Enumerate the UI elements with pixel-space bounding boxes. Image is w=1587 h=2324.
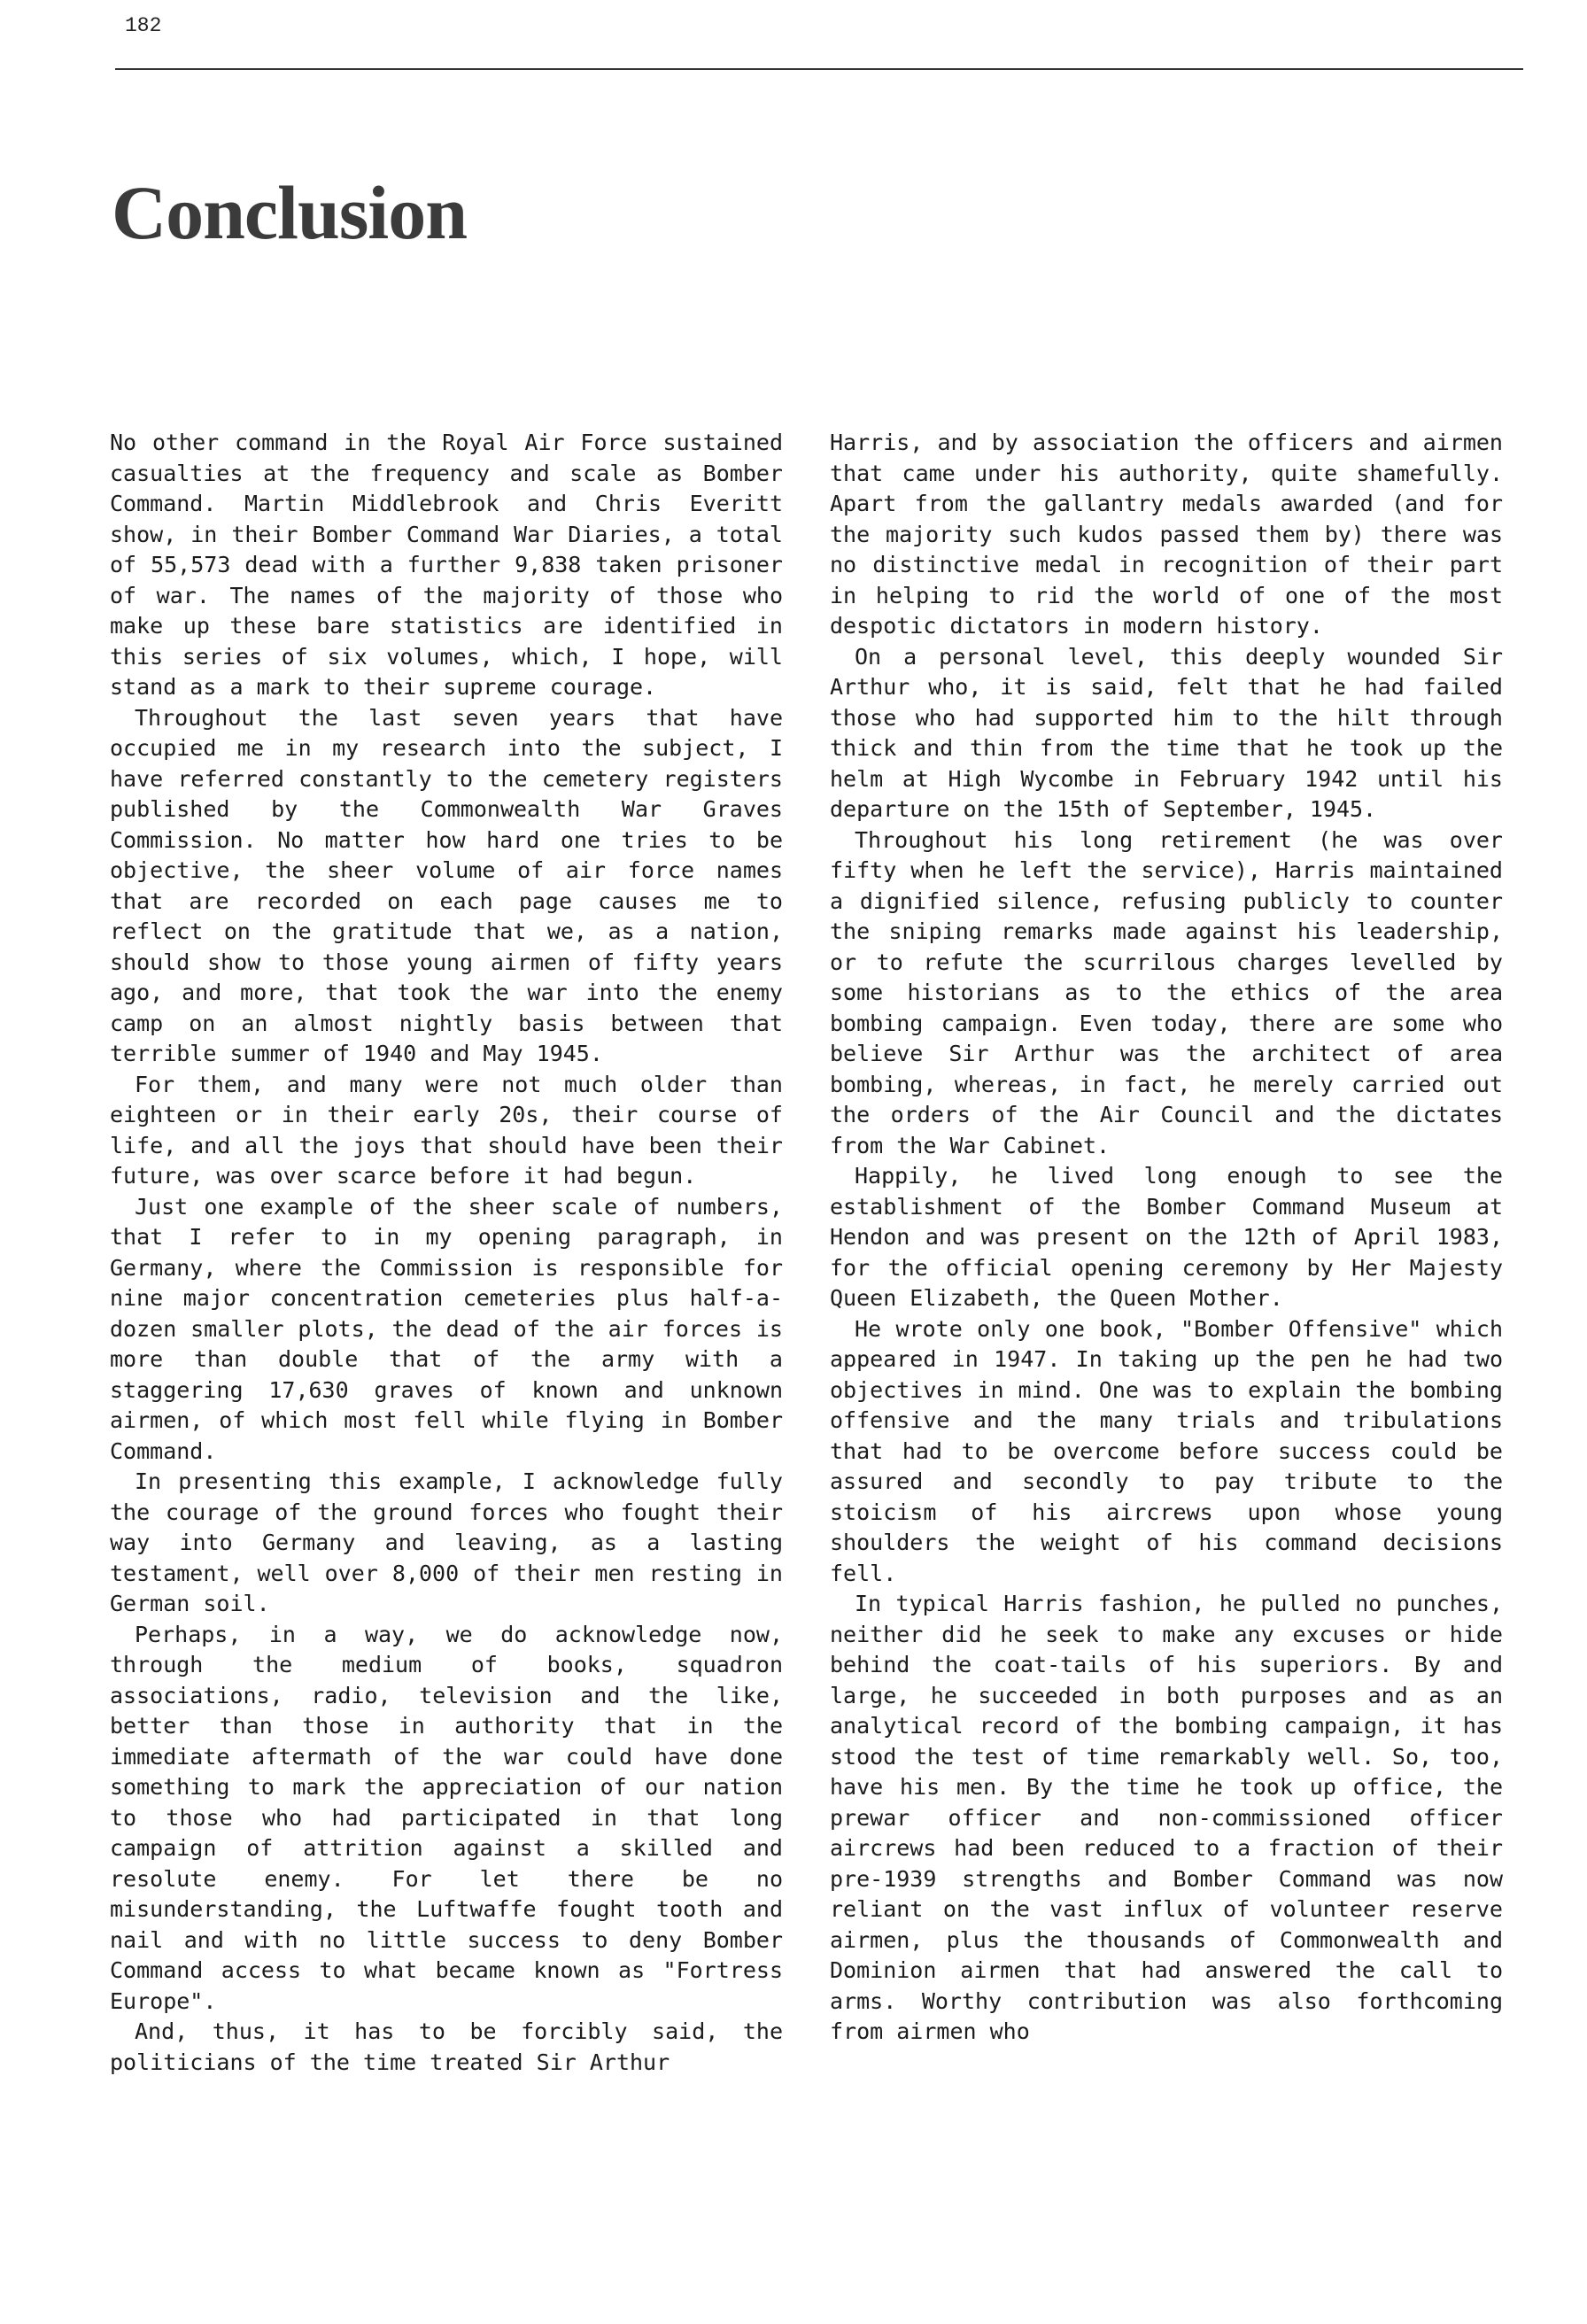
paragraph: Perhaps, in a way, we do acknowledge now, through the medium of books, squadron associations, radio, television and the like, better than those in authority that in the immediate aftermath of the war could have done something to mark the appreciation of our nation to those who had participated in that long campaign of attrition against a skilled and resolute enemy. For let there be no misunderstanding, the Luftwaffe fought tooth and nail and with no little success to deny Bomber Command access to what became known as "Fortress Europe". [110,1621,783,2014]
header-rule [115,68,1523,70]
right-column [830,428,1503,2048]
paragraph: He wrote only one book, "Bomber Offensive" which appeared in 1947. In taking up the pen he had two objectives in mind. One was to explain the bombing offensive and the many trials and tribulations that had to be overcome before success could be assured and secondly to pay tribute to the stoicism of his aircrews upon whose young shoulders the weight of his command decisions fell. [830,1315,1503,1586]
paragraph: For them, and many were not much older than eighteen or in their early 20s, their course of life, and all the joys that should have been their future, was over scarce before it had begun. [110,1071,783,1189]
left-column [110,428,783,2078]
paragraph: Happily, he lived long enough to see the establishment of the Bomber Command Museum at Hendon and was present on the 12th of April 1983, for the official opening ceremony by Her Majesty Queen Elizabeth, the Queen Mother. [830,1163,1503,1311]
paragraph: Harris, and by association the officers and airmen that came under his authority, quite shamefully. Apart from the gallantry medals awarded (and for the majority such kudos passed them by) there was no distinctive medal in recognition of their part in helping to rid the world of one of the most despotic dictators in modern history. [830,430,1503,639]
page-number: 182 [125,14,162,37]
paragraph: Throughout the last seven years that have occupied me in my research into the subject, I have referred constantly to the cemetery registers published by the Commonwealth War Graves Commission. No matter how hard one tries to be objective, the sheer volume of air force names that are recorded on each page causes me to reflect on the gratitude that we, as a nation, should show to those young airmen of fifty years ago, and more, that took the war into the enemy camp on an almost nightly basis between that terrible summer of 1940 and May 1945. [110,704,783,1066]
page-title: Conclusion [112,170,468,255]
paragraph: Throughout his long retirement (he was over fifty when he left the service), Harris maintained a dignified silence, refusing publicly to counter the sniping remarks made against his leadership, or to refute the scurrilous charges levelled by some historians as to the ethics of the area bombing campaign. Even today, there are some who believe Sir Arthur was the architect of area bombing, whereas, in fact, he merely carried out the orders of the Air Council and the dictates from the War Cabinet. [830,826,1503,1158]
paragraph: In presenting this example, I acknowledge fully the courage of the ground forces who fought their way into Germany and leaving, as a lasting testament, well over 8,000 of their men resting in German soil. [110,1468,783,1616]
paragraph: On a personal level, this deeply wounded Sir Arthur who, it is said, felt that he had failed those who had supported him to the hilt through thick and thin from the time that he took up the helm at High Wycombe in February 1942 until his departure on the 15th of September, 1945. [830,643,1503,822]
paragraph: Just one example of the sheer scale of numbers, that I refer to in my opening paragraph, in Germany, where the Commission is responsible for nine major concentration cemeteries plus half-a-dozen smaller plots, the dead of the air forces is more than double that of the army with a staggering 17,630 graves of known and unknown airmen, of which most fell while flying in Bomber Command. [110,1193,783,1464]
paragraph: No other command in the Royal Air Force sustained casualties at the frequency and scale as Bomber Command. Martin Middlebrook and Chris Everitt show, in their Bomber Command War Diaries, a total of 55,573 dead with a further 9,838 taken prisoner of war. The names of the majority of those who make up these bare statistics are identified in this series of six volumes, which, I hope, will stand as a mark to their supreme courage. [110,430,783,700]
paragraph: In typical Harris fashion, he pulled no punches, neither did he seek to make any excuses or hide behind the coat-tails of his superiors. By and large, he succeeded in both purposes and as an analytical record of the bombing campaign, it has stood the test of time remarkably well. So, too, have his men. By the time he took up office, the prewar officer and non-commissioned officer aircrews had been reduced to a fraction of their pre-1939 strengths and Bomber Command was now reliant on the vast influx of volunteer reserve airmen, plus the thousands of Commonwealth and Dominion airmen that had answered the call to arms. Worthy contribution was also forthcoming from airmen who [830,1591,1503,2044]
paragraph: And, thus, it has to be forcibly said, the politicians of the time treated Sir Arthur [110,2018,783,2075]
